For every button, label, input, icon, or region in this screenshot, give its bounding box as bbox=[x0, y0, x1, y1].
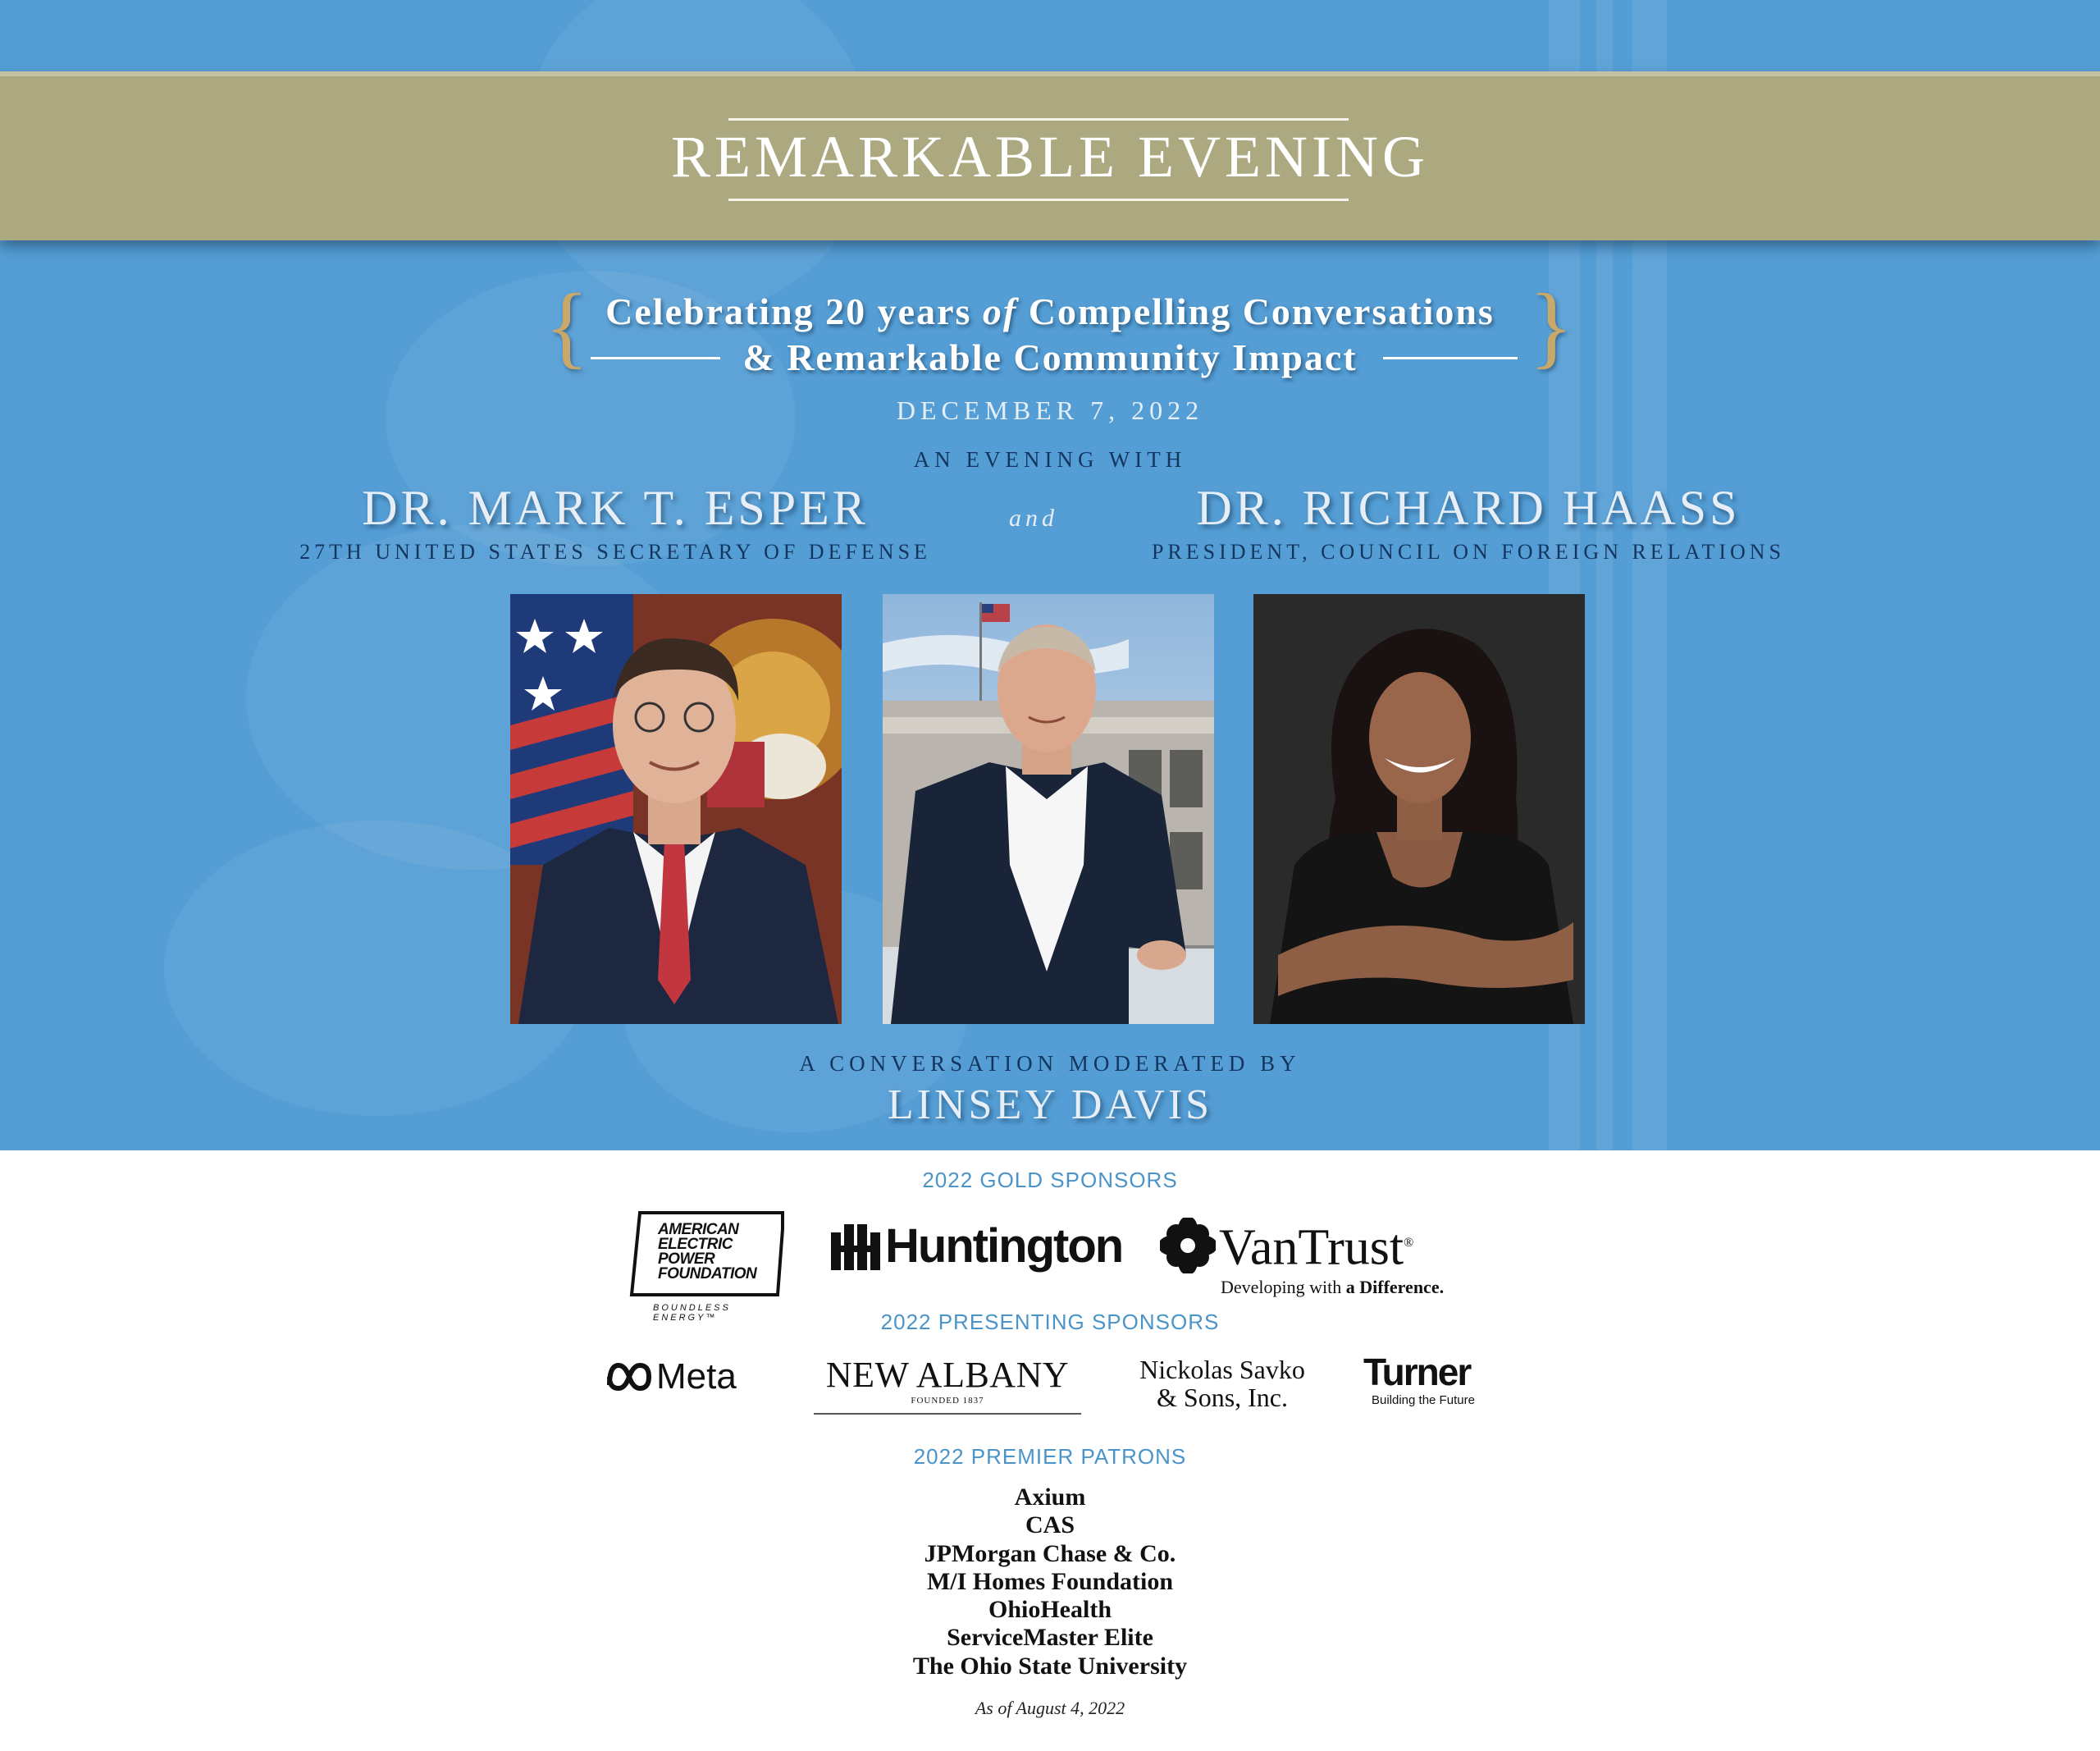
banner-rule-bottom bbox=[728, 199, 1349, 201]
photo-richard-haass bbox=[883, 594, 1214, 1024]
banner-rule-top bbox=[728, 118, 1349, 121]
photo-mark-esper bbox=[510, 594, 842, 1024]
vantrust-flower-icon bbox=[1160, 1218, 1216, 1273]
tagline-line-1: Celebrating 20 years of Compelling Conversations bbox=[605, 290, 1495, 332]
speaker-name-esper: DR. MARK T. ESPER bbox=[362, 481, 869, 535]
huntington-logo: Huntington bbox=[831, 1219, 1126, 1277]
gold-sponsors-heading: 2022 GOLD SPONSORS bbox=[922, 1168, 1178, 1192]
event-date: DECEMBER 7, 2022 bbox=[896, 395, 1204, 425]
patron-item: OhioHealth bbox=[988, 1596, 1112, 1623]
evening-with-label: AN EVENING WITH bbox=[913, 447, 1187, 472]
speaker-title-haass: PRESIDENT, COUNCIL ON FOREIGN RELATIONS bbox=[1151, 540, 1786, 564]
tagline-rule-right bbox=[1383, 357, 1518, 359]
patron-item: The Ohio State University bbox=[912, 1653, 1188, 1680]
turner-logo: Turner Building the Future bbox=[1363, 1351, 1475, 1407]
speaker-name-haass: DR. RICHARD HAASS bbox=[1196, 481, 1741, 535]
moderator-name: LINSEY DAVIS bbox=[887, 1081, 1213, 1128]
title-banner bbox=[0, 71, 2100, 240]
speaker-title-esper: 27TH UNITED STATES SECRETARY OF DEFENSE bbox=[299, 540, 931, 564]
nickolas-savko-logo: Nickolas Savko & Sons, Inc. bbox=[1139, 1355, 1305, 1412]
patron-item: CAS bbox=[1025, 1511, 1075, 1538]
meta-infinity-icon bbox=[605, 1360, 653, 1393]
aep-foundation-logo: AMERICAN ELECTRIC POWER FOUNDATION BOUNDLESS ENERGY™ bbox=[628, 1211, 786, 1318]
vantrust-logo: VanTrust® Developing with a Difference. bbox=[1160, 1213, 1488, 1303]
as-of-date: As of August 4, 2022 bbox=[975, 1698, 1125, 1718]
presenting-sponsors-heading: 2022 PRESENTING SPONSORS bbox=[880, 1310, 1220, 1334]
patron-item: ServiceMaster Elite bbox=[947, 1624, 1153, 1651]
patron-item: M/I Homes Foundation bbox=[926, 1568, 1174, 1595]
right-brace-ornament: } bbox=[1529, 276, 1573, 377]
and-conjunction: and bbox=[1009, 505, 1058, 532]
premier-patrons-heading: 2022 PREMIER PATRONS bbox=[913, 1444, 1187, 1469]
patron-item: JPMorgan Chase & Co. bbox=[924, 1540, 1176, 1567]
meta-logo: Meta bbox=[605, 1354, 761, 1403]
banner-title: REMARKABLE EVENING bbox=[671, 124, 1429, 190]
patron-item: Axium bbox=[1014, 1484, 1086, 1511]
left-brace-ornament: { bbox=[545, 276, 589, 377]
huntington-mark-icon bbox=[831, 1221, 880, 1273]
photo-linsey-davis bbox=[1253, 594, 1585, 1024]
new-albany-logo: NEW ALBANY FOUNDED 1837 bbox=[812, 1356, 1083, 1418]
tagline-line-2: & Remarkable Community Impact bbox=[742, 336, 1358, 378]
moderated-by-label: A CONVERSATION MODERATED BY bbox=[799, 1051, 1301, 1076]
